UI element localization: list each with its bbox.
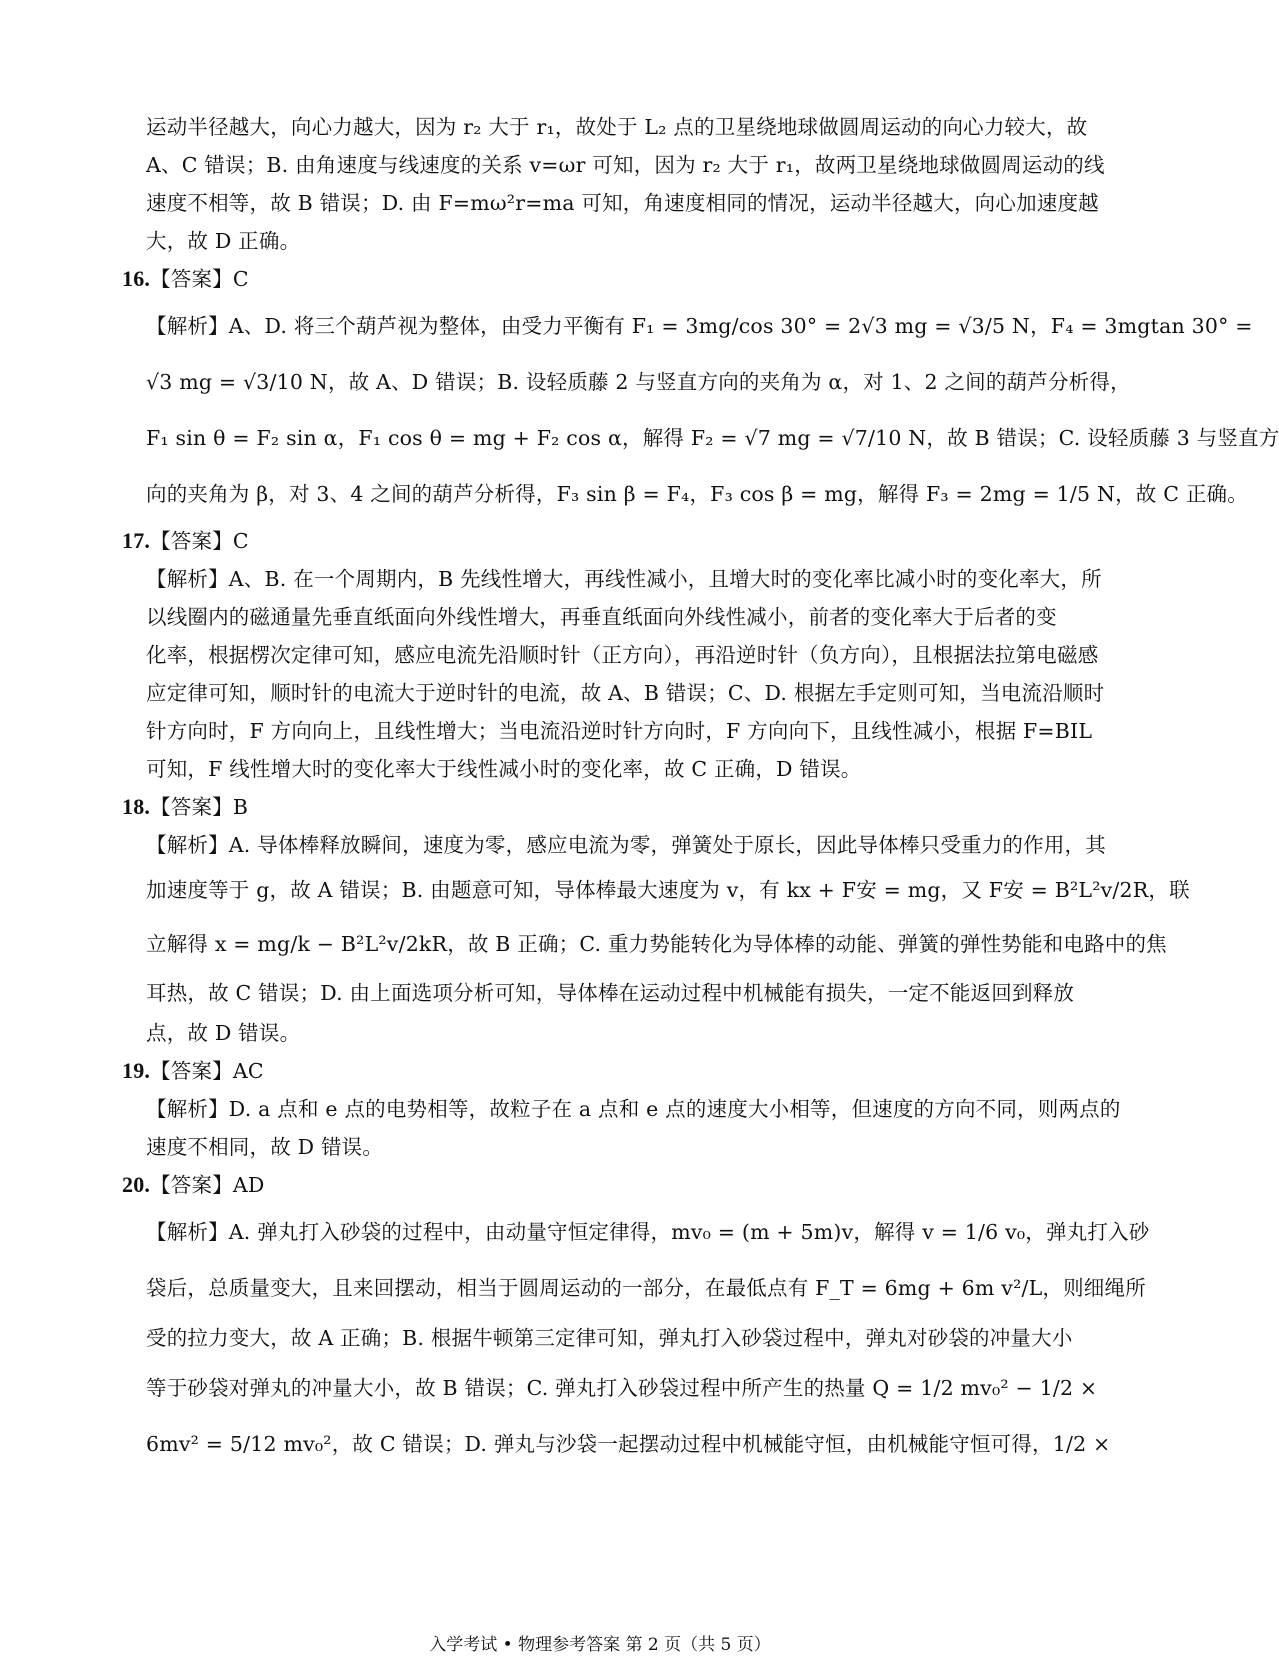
text-line: 【解析】A、B. 在一个周期内，B 先线性增大，再线性减小，且增大时的变化率比减小时的变化率大，所 xyxy=(146,567,1102,591)
text-line: F₁ sin θ = F₂ sin α，F₁ cos θ = mg + F₂ cos α，解得 F₂ = √7 mg = √7/10 N，故 B 错误；C. 设轻质藤 3 与竖直方 xyxy=(146,426,1279,450)
text-line: 应定律可知，顺时针的电流大于逆时针的电流，故 A、B 错误；C、D. 根据左手定则可知，当电流沿顺时 xyxy=(146,681,1105,705)
text-line: 以线圈内的磁通量先垂直纸面向外线性增大，再垂直纸面向外线性减小，前者的变化率大于后者的变 xyxy=(146,605,1057,629)
answer-label: 【答案】C xyxy=(150,267,249,291)
question-19-analysis xyxy=(126,1090,1121,1166)
text-line: A、C 错误；B. 由角速度与线速度的关系 v=ωr 可知，因为 r₂ 大于 r₁，故两卫星绕地球做圆周运动的线 xyxy=(146,153,1105,177)
text-line: 【解析】A、D. 将三个葫芦视为整体，由受力平衡有 F₁ = 3mg/cos 30° = 2√3 mg = √3/5 N，F₄ = 3mgtan 30° = xyxy=(146,314,1253,338)
text-line: 【解析】A. 导体棒释放瞬间，速度为零，感应电流为零，弹簧处于原长，因此导体棒只受重力的作用，其 xyxy=(146,833,1106,857)
answer-label: 【答案】C xyxy=(150,529,249,553)
question-number: 19. xyxy=(122,1058,151,1083)
text-line: 运动半径越大，向心力越大，因为 r₂ 大于 r₁，故处于 L₂ 点的卫星绕地球做圆周运动的向心力较大，故 xyxy=(146,115,1088,139)
question-18-header xyxy=(122,788,1076,826)
text-line: 6mv² = 5/12 mv₀²，故 C 错误；D. 弹丸与沙袋一起摆动过程中机械能守恒，由机械能守恒可得，1/2 × xyxy=(146,1432,1111,1456)
text-line: 点，故 D 错误。 xyxy=(146,1021,301,1045)
page-content xyxy=(122,108,1279,1472)
question-number: 16. xyxy=(122,266,151,291)
question-20-analysis xyxy=(126,1204,1150,1472)
text-line: 针方向时，F 方向向上，且线性增大；当电流沿逆时针方向时，F 方向向下，且线性减小，根据 F=BIL xyxy=(146,719,1093,743)
question-number: 18. xyxy=(122,794,151,819)
question-number: 20. xyxy=(122,1172,151,1197)
text-line: 化率，根据楞次定律可知，感应电流先沿顺时针（正方向），再沿逆时针（负方向），且根据法拉第电磁感 xyxy=(146,643,1099,667)
question-18-analysis xyxy=(126,826,1190,1052)
text-line: 向的夹角为 β，对 3、4 之间的葫芦分析得，F₃ sin β = F₄，F₃ cos β = mg，解得 F₃ = 2mg = 1/5 N，故 C 正确。 xyxy=(146,482,1248,506)
text-line: 【解析】D. a 点和 e 点的电势相等，故粒子在 a 点和 e 点的速度大小相等，但速度的方向不同，则两点的 xyxy=(146,1097,1121,1121)
question-17-analysis xyxy=(126,560,1105,788)
text-line: 速度不相同，故 D 错误。 xyxy=(146,1135,384,1159)
page-footer: 入学考试 • 物理参考答案 第 2 页（共 5 页） xyxy=(429,1635,771,1655)
text-line: 袋后，总质量变大，且来回摆动，相当于圆周运动的一部分，在最低点有 F_T = 6mg + 6m v²/L，则细绳所 xyxy=(146,1276,1146,1300)
text-line: 大，故 D 正确。 xyxy=(146,229,301,253)
question-16-analysis xyxy=(126,298,1279,522)
question-19-header xyxy=(122,1052,1076,1090)
question-16-header xyxy=(122,260,1076,298)
text-line: 等于砂袋对弹丸的冲量大小，故 B 错误；C. 弹丸打入砂袋过程中所产生的热量 Q = 1/2 mv₀² − 1/2 × xyxy=(146,1376,1098,1400)
answer-label: 【答案】B xyxy=(150,795,249,819)
question-20-header xyxy=(122,1166,1076,1204)
question-number: 17. xyxy=(122,528,151,553)
answer-label: 【答案】AC xyxy=(150,1059,264,1083)
text-line: 速度不相等，故 B 错误；D. 由 F=mω²r=ma 可知，角速度相同的情况，运动半径越大，向心加速度越 xyxy=(146,191,1099,215)
text-line: 受的拉力变大，故 A 正确；B. 根据牛顿第三定律可知，弹丸打入砂袋过程中，弹丸对砂袋的冲量大小 xyxy=(146,1326,1073,1350)
text-line: 【解析】A. 弹丸打入砂袋的过程中，由动量守恒定律得，mv₀ = (m + 5m)v，解得 v = 1/6 v₀，弹丸打入砂 xyxy=(146,1220,1150,1244)
text-line: 耳热，故 C 错误；D. 由上面选项分析可知，导体棒在运动过程中机械能有损失，一定不能返回到释放 xyxy=(146,981,1075,1005)
question-17-header xyxy=(122,522,1076,560)
answer-label: 【答案】AD xyxy=(150,1173,265,1197)
q15-continuation xyxy=(126,108,1105,260)
text-line: 可知，F 线性增大时的变化率大于线性减小时的变化率，故 C 正确，D 错误。 xyxy=(146,757,862,781)
text-line: √3 mg = √3/10 N，故 A、D 错误；B. 设轻质藤 2 与竖直方向的夹角为 α，对 1、2 之间的葫芦分析得， xyxy=(146,370,1131,394)
text-line: 加速度等于 g，故 A 错误；B. 由题意可知，导体棒最大速度为 v，有 kx + F安 = mg，又 F安 = B²L²v/2R，联 xyxy=(146,878,1190,902)
text-line: 立解得 x = mg/k − B²L²v/2kR，故 B 正确；C. 重力势能转化为导体棒的动能、弹簧的弹性势能和电路中的焦 xyxy=(146,932,1167,956)
